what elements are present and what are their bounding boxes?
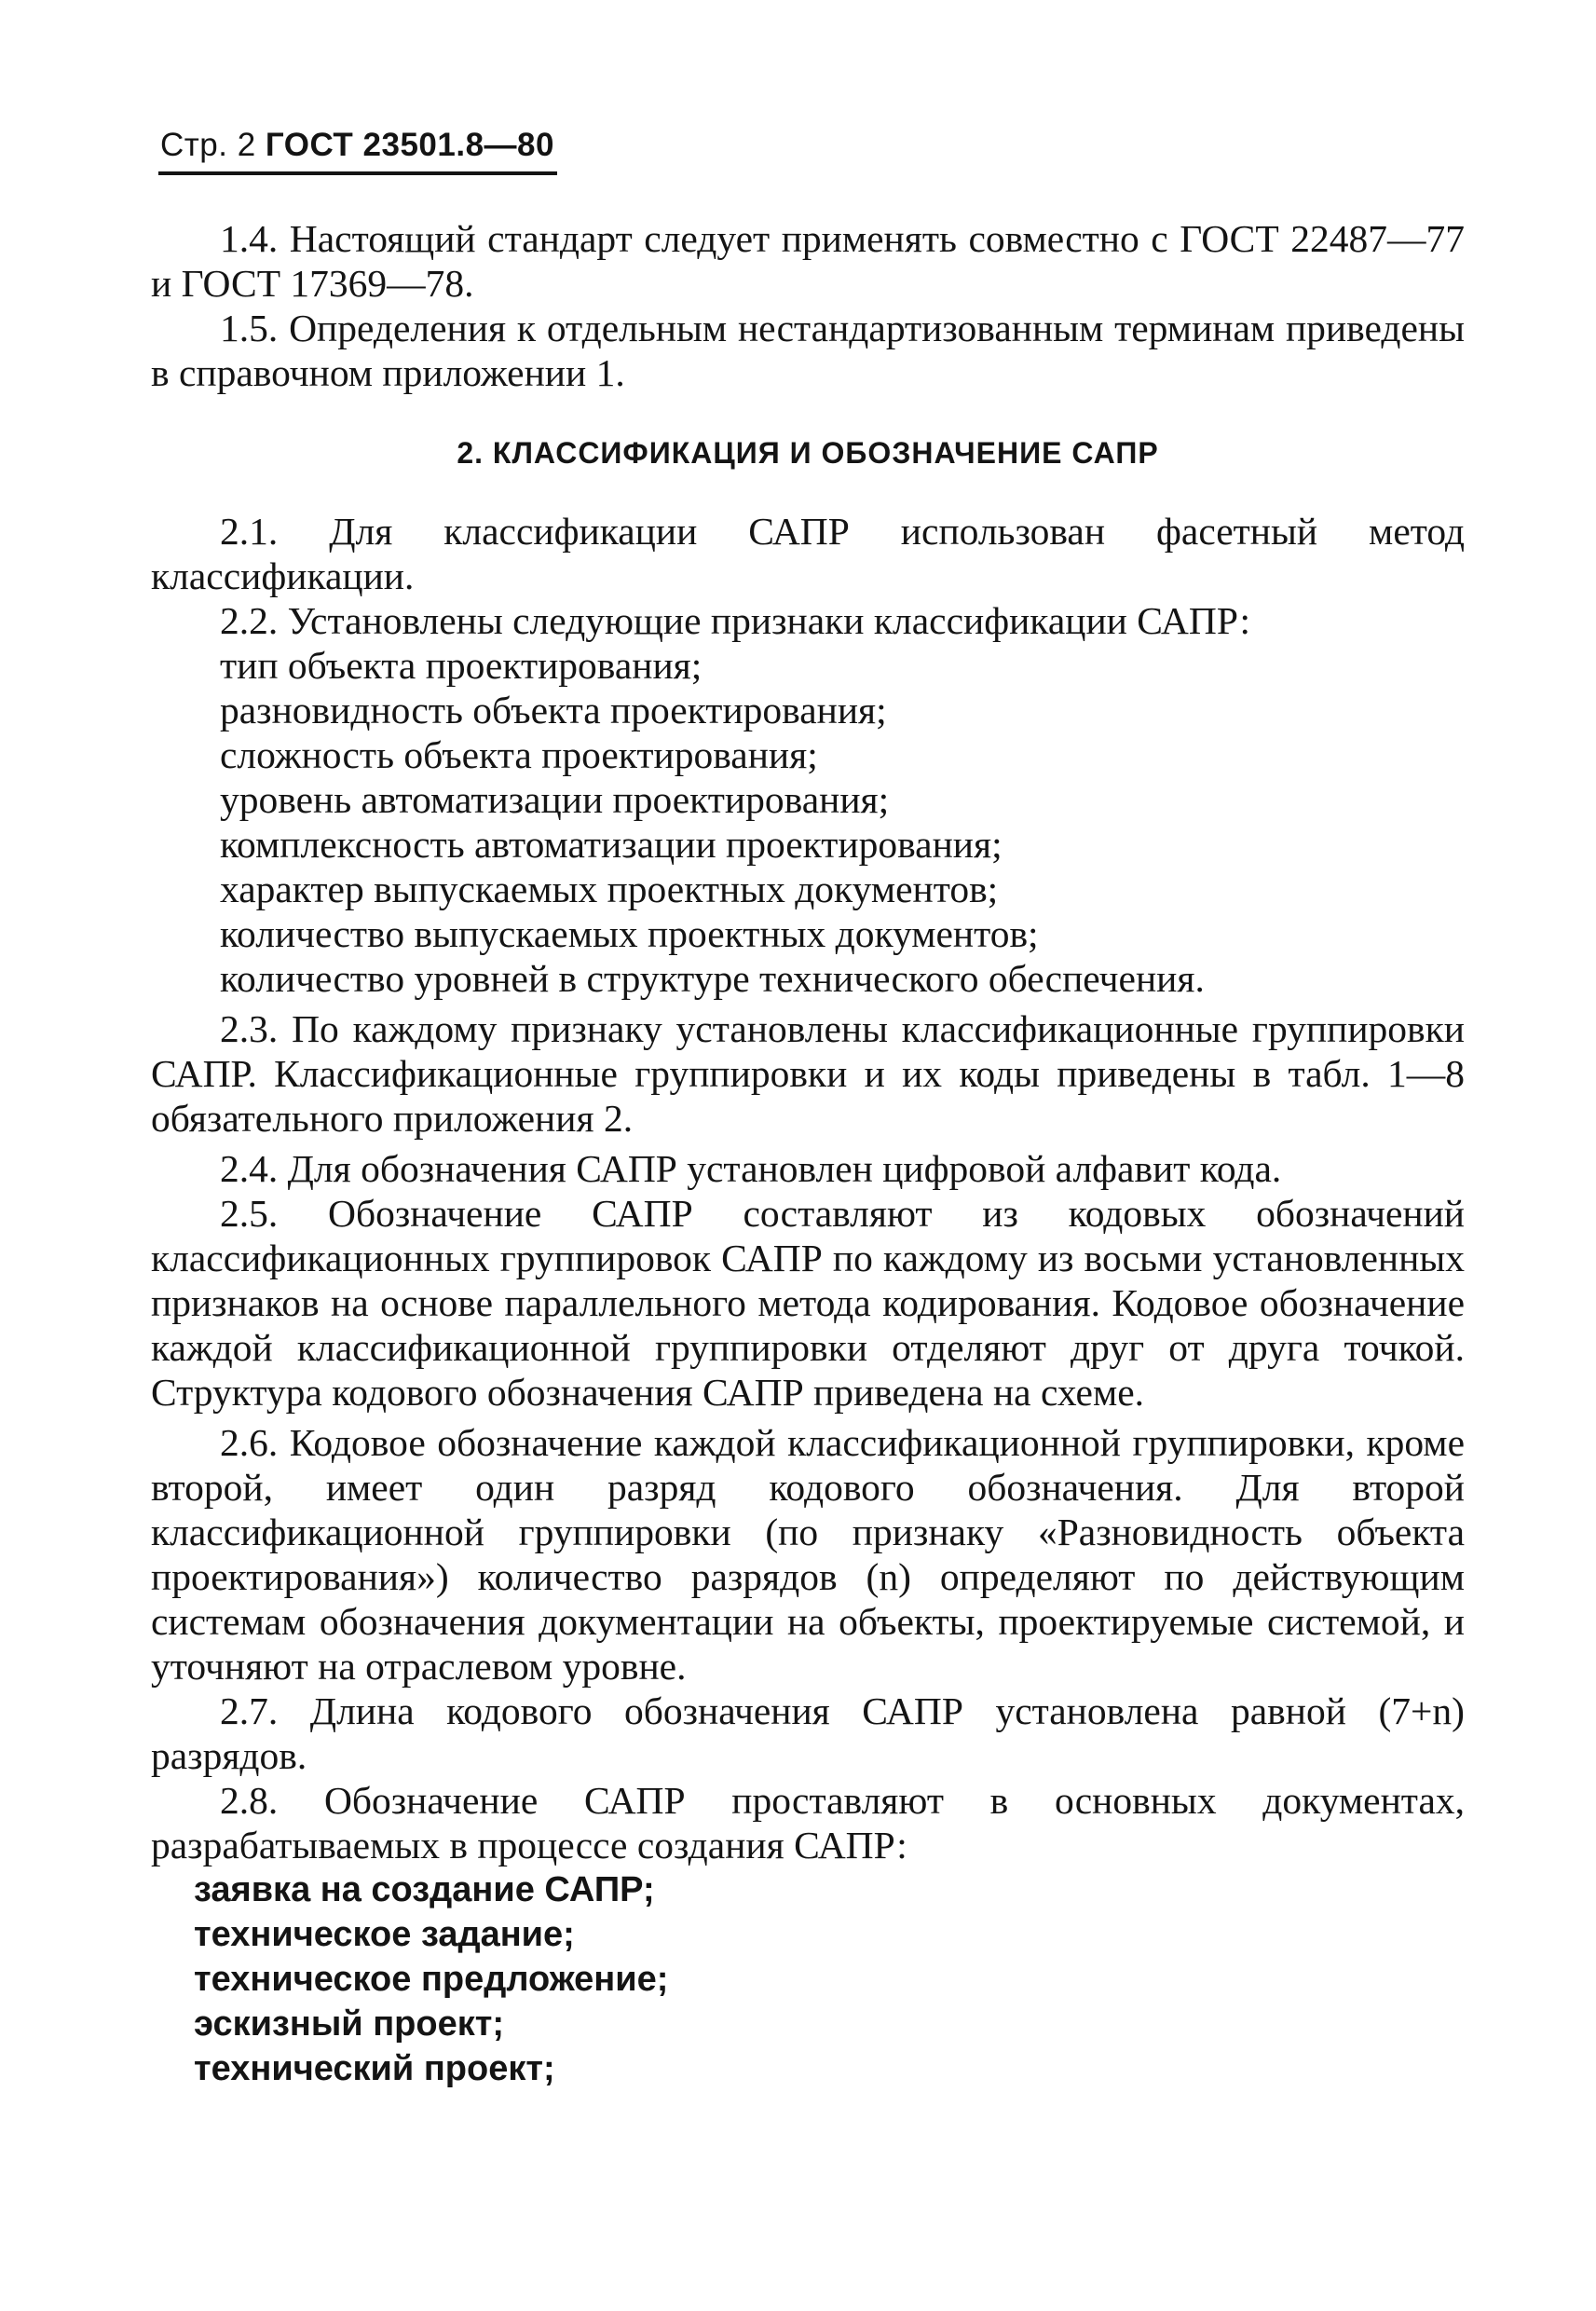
paragraph-2-2: 2.2. Установлены следующие признаки классификации САПР: xyxy=(220,599,1250,642)
documents-list xyxy=(151,1867,1465,2091)
list-item: комплексность автоматизации проектирования; xyxy=(220,823,1003,866)
paragraph-2-1: 2.1. Для классификации САПР использован фасетный метод классификации. xyxy=(151,510,1465,597)
paragraph-2-6: 2.6. Кодовое обозначение каждой классификационной группировки, кроме второй, имеет один разряд кодового обозначения. Для второй классификационной группировки (по признаку «Разновидность объекта проектирования») количество разрядов (n) определяют по действующим системам обозначения документации на объекты, проектируемые системой, и уточняют на отраслевом уровне. xyxy=(151,1421,1465,1688)
standard-designation: ГОСТ 23501.8—80 xyxy=(265,127,554,163)
list-item: тип объекта проектирования; xyxy=(220,644,703,687)
list-item: эскизный проект; xyxy=(194,2004,505,2044)
page-number-label: Стр. 2 xyxy=(160,127,256,163)
list-item: техническое задание; xyxy=(194,1915,575,1954)
page-header xyxy=(160,127,554,164)
paragraph-1-5: 1.5. Определения к отдельным нестандартизованным терминам приведены в справочном приложении 1. xyxy=(151,307,1465,394)
paragraph-2-8: 2.8. Обозначение САПР проставляют в основных документах, разрабатываемых в процессе создания САПР: xyxy=(151,1779,1465,1867)
list-item: количество уровней в структуре технического обеспечения. xyxy=(220,957,1205,1000)
paragraph-2-3: 2.3. По каждому признаку установлены классификационные группировки САПР. Классификационные группировки и их коды приведены в табл. 1—8 обязательного приложения 2. xyxy=(151,1007,1465,1140)
list-item: характер выпускаемых проектных документов; xyxy=(220,868,999,910)
paragraph-2-5: 2.5. Обозначение САПР составляют из кодовых обозначений классификационных группировок САПР по каждому из восьми установленных признаков на основе параллельного метода кодирования. Кодовое обозначение каждой классификационной группировки отделяют друг от друга точкой. Структура кодового обозначения САПР приведена на схеме. xyxy=(151,1192,1465,1414)
list-item: заявка на создание САПР; xyxy=(194,1870,655,1909)
list-item: сложность объекта проектирования; xyxy=(220,733,818,776)
list-item: разновидность объекта проектирования; xyxy=(220,689,887,732)
header-divider xyxy=(158,171,557,175)
section-title: 2. КЛАССИФИКАЦИЯ И ОБОЗНАЧЕНИЕ САПР xyxy=(457,436,1159,470)
paragraph-2-7: 2.7. Длина кодового обозначения САПР установлена равной (7+n) разрядов. xyxy=(151,1689,1465,1777)
document-body xyxy=(151,216,1465,2091)
list-item: техническое предложение; xyxy=(194,1960,669,1999)
list-item: количество выпускаемых проектных документов; xyxy=(220,912,1039,955)
classification-signs-list xyxy=(151,643,1465,1001)
paragraph-1-4: 1.4. Настоящий стандарт следует применять совместно с ГОСТ 22487—77 и ГОСТ 17369—78. xyxy=(151,217,1465,305)
list-item: технический проект; xyxy=(194,2049,555,2088)
list-item: уровень автоматизации проектирования; xyxy=(220,778,890,821)
paragraph-2-4: 2.4. Для обозначения САПР установлен цифровой алфавит кода. xyxy=(220,1147,1282,1190)
